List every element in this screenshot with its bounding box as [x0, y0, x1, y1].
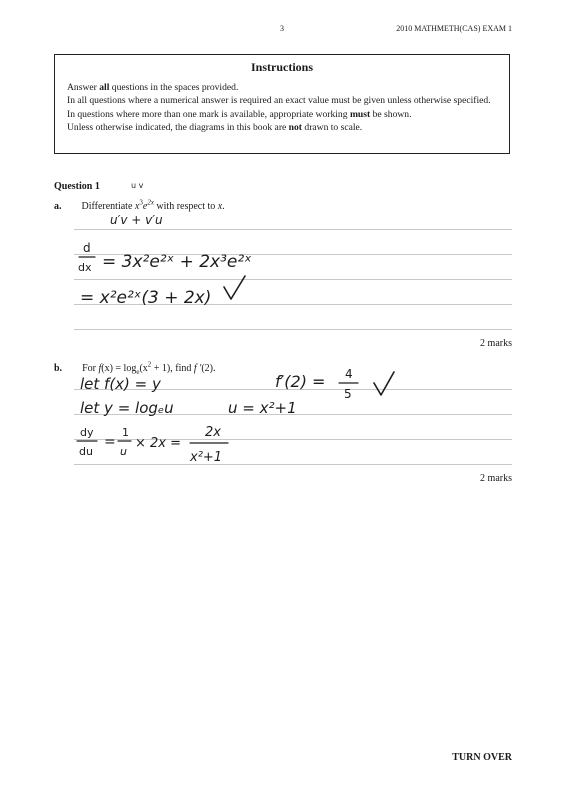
part-b-letter: b. [54, 363, 63, 374]
math-var: f [98, 363, 102, 374]
instruction-emphasis: all [99, 81, 110, 93]
prompt-text: . [222, 201, 225, 212]
prompt-text: Differentiate [81, 201, 135, 212]
hand-dx: dx [78, 261, 92, 274]
math-var: f ′ [193, 363, 202, 374]
turn-over-label: TURN OVER [452, 752, 512, 763]
hand-equals: = [104, 434, 116, 450]
prompt-text: (x [139, 363, 148, 374]
hand-let-f: let f(x) = y [80, 375, 161, 393]
hand-du: du [79, 445, 93, 458]
instruction-line-2: In all questions where a numerical answer is required an exact value must be given unless otherwise specified. [67, 95, 491, 106]
hand-d: d [83, 241, 91, 255]
instruction-emphasis: not [288, 122, 302, 133]
prompt-text: + 1), find [151, 363, 194, 374]
math-exp: 2x [147, 198, 154, 207]
hand-answer: f′(2) = [275, 372, 326, 391]
instruction-text: Answer [67, 81, 100, 93]
hand-answer-den: 5 [344, 387, 352, 401]
exam-title: 2010 MATHMETH(CAS) EXAM 1 [396, 24, 512, 33]
part-a-letter: a. [54, 201, 62, 212]
instruction-text: drawn to scale. [302, 122, 363, 133]
hand-times-2x: × 2x = [135, 436, 182, 451]
instruction-text: questions in the spaces provided. [109, 81, 239, 93]
prompt-text: For [82, 363, 99, 374]
math-exp: 3 [139, 198, 143, 207]
correct-tick-a [224, 276, 245, 299]
hand-product-rule: u′v + v′u [110, 213, 163, 227]
hand-let-y: let y = logₑu [80, 399, 174, 417]
part-a-marks: 2 marks [480, 338, 512, 349]
hand-derivative-line-2: = x²e²ˣ(3 + 2x) [80, 288, 212, 308]
instruction-text: be shown. [370, 108, 412, 120]
question-title: Question 1 [54, 181, 100, 192]
prompt-text: (x) = log [101, 363, 137, 374]
instruction-emphasis: must [349, 108, 371, 120]
hand-one: 1 [122, 426, 129, 439]
part-b-marks: 2 marks [480, 473, 512, 484]
instructions-heading: Instructions [250, 60, 313, 74]
math-var: x [217, 201, 223, 212]
hand-u-def: u = x²+1 [228, 399, 297, 417]
hand-result-num: 2x [205, 425, 221, 440]
math-exp: 2 [147, 360, 152, 369]
math-var: x [134, 201, 140, 212]
instruction-text: Unless otherwise indicated, the diagrams in this book are [67, 122, 289, 133]
hand-answer-num: 4 [345, 367, 353, 381]
math-var: e [142, 201, 148, 212]
instruction-text: In questions where more than one mark is available, appropriate working [67, 108, 350, 120]
hand-u: u [120, 445, 127, 458]
math-sub: e [136, 368, 140, 376]
hand-derivative-line-1: = 3x²e²ˣ + 2x³e²ˣ [102, 252, 252, 272]
hand-uv-hint: u v [131, 181, 144, 190]
correct-tick-b [374, 372, 394, 395]
hand-result-den: x²+1 [190, 450, 223, 465]
prompt-text: (2). [201, 363, 216, 374]
page-number: 3 [280, 24, 284, 33]
hand-dy: dy [80, 426, 94, 439]
prompt-text: with respect to [153, 201, 218, 212]
